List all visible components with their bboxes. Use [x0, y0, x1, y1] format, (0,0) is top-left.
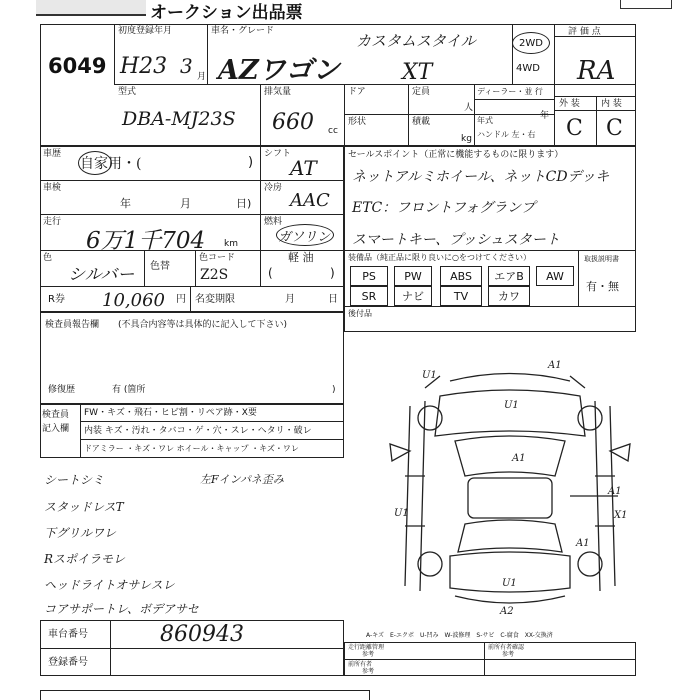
vehicle-name: AZワゴン: [218, 55, 340, 86]
note-6: コアサポートレ、ボデアサセ: [44, 602, 199, 616]
bottom-left-l1: 走行距離管理: [348, 644, 385, 651]
model-type-label: 型式: [118, 87, 137, 97]
sales-point-3: スマートキー、プッシュスタート: [352, 232, 560, 248]
fuel-paren-open: (: [268, 266, 273, 280]
displacement-value: 660: [272, 110, 314, 135]
bottom-right-l2: 参考: [502, 651, 515, 658]
inspector-fw: FW・キズ・飛石・ヒビ割・リペア跡・X要: [84, 408, 257, 418]
equipment-ps: PS: [350, 266, 388, 286]
chassis-label: 車台番号: [48, 629, 88, 640]
interior-grade: C: [606, 116, 623, 141]
note-extra: 左Fインパネ歪み: [200, 473, 284, 486]
equipment-abs: ABS: [440, 266, 482, 286]
first-registration-year: H23: [120, 54, 168, 79]
header-title: オークション出品票: [150, 3, 303, 23]
capacity-unit: 人: [464, 103, 474, 113]
mark-x1-right: X1: [614, 510, 628, 521]
repair-history-close: ): [332, 385, 336, 395]
mark-a1-front-right: A1: [548, 360, 562, 371]
equipment-aw: AW: [536, 266, 574, 286]
displacement-unit: cc: [328, 126, 338, 136]
evaluation-score: RA: [577, 56, 616, 86]
door-label: ドア: [348, 87, 366, 97]
header-corner-box: [620, 0, 672, 9]
aircon-label: 冷房: [264, 183, 283, 193]
equipment-pw: PW: [394, 266, 432, 286]
inspection-day: 日): [236, 197, 252, 210]
bottom-left-l3: 前所有者: [348, 661, 373, 668]
drive-2wd: 2WD: [512, 32, 550, 54]
first-registration-month: 3: [180, 54, 193, 78]
mark-a1-windshield: A1: [512, 453, 526, 464]
color-code: Z2S: [200, 267, 229, 283]
mark-a1-right: A1: [608, 486, 622, 497]
mileage-label: 走行: [43, 217, 62, 227]
shift-value: AT: [290, 156, 317, 180]
handle-label: ハンドル 左・右: [477, 130, 536, 139]
vehicle-grade: カスタムスタイル: [356, 32, 476, 50]
fuel-diesel: 軽 油: [288, 251, 314, 264]
inspector-notes-sub: (不具合内容等は具体的に記入して下さい): [118, 320, 288, 330]
inspector-notes-label: 検査員報告欄: [45, 320, 100, 330]
recycle-value: 10,060: [102, 290, 165, 311]
recycle-unit: 円: [176, 294, 186, 305]
mark-a2-rear: A2: [500, 606, 514, 617]
fuel-circle: [276, 224, 334, 246]
inspection-month: 月: [180, 197, 191, 210]
mark-u1-left: U1: [394, 508, 409, 519]
first-registration-label: 初度登録年月: [118, 26, 173, 36]
inspection-label: 車検: [43, 183, 62, 193]
name-change-day: 日: [328, 294, 338, 305]
inspector-mirror: ドアミラー ・キズ・ワレ ホイール・キャップ ・キズ・ワレ: [84, 444, 299, 453]
year-unit: 年: [540, 111, 550, 121]
note-2: スタッドレスT: [44, 500, 124, 514]
mileage-unit: km: [224, 239, 238, 249]
damage-legend: A-キズ E-エクボ U-凹み W-波修理 S-サビ C-腐食 XX-交換済: [366, 632, 553, 639]
fuel-label: 燃料: [264, 217, 283, 227]
sales-point-1: ネットアルミホイール、ネットCDデッキ: [352, 169, 610, 185]
equipment-label: 装備品（純正品に限り良いに○をつけてください）: [348, 253, 531, 262]
color-change-label: 色替: [150, 261, 170, 272]
note-4: Rスポイラモレ: [44, 552, 126, 566]
lot-number: 6049: [48, 54, 107, 78]
name-change-month: 月: [285, 294, 295, 305]
equipment-navi: ナビ: [394, 286, 432, 306]
inspection-year: 年: [120, 197, 131, 210]
history-close: ): [248, 155, 254, 170]
fuel-gasoline: ガソリン: [278, 230, 331, 245]
exterior-label: 外 装: [559, 99, 580, 109]
name-change-label: 名変期限: [195, 294, 235, 305]
aircon-value: AAC: [290, 190, 330, 211]
color-code-label: 色コード: [199, 253, 236, 263]
repair-history-label: 修復歴: [48, 385, 76, 395]
manual-value: 有・無: [586, 280, 619, 293]
displacement-label: 排気量: [264, 87, 292, 97]
sales-point-2: ETC：フロントフォグランプ: [352, 200, 536, 216]
post-install-label: 後付品: [348, 309, 372, 318]
mark-u1-rear: U1: [502, 578, 517, 589]
first-registration-month-unit: 月: [197, 72, 207, 82]
dealer-label: ディーラー・並 行: [477, 87, 543, 96]
vehicle-name-label: 車名・グレード: [211, 26, 275, 36]
model-type-value: DBA-MJ23S: [122, 108, 236, 130]
color-value: シルバー: [68, 265, 135, 285]
exterior-grade: C: [566, 116, 583, 141]
inspector-label-1: 検査員: [42, 410, 70, 420]
fuel-paren-close: ): [330, 266, 335, 280]
bottom-right-l1: 前所有者確認: [488, 644, 525, 651]
mark-a1-rear-right: A1: [576, 538, 590, 549]
equipment-sr: SR: [350, 286, 388, 306]
bottom-left-l4: 参考: [362, 668, 375, 675]
equipment-airbag: エアB: [488, 266, 530, 286]
sales-points-label: セールスポイント（正常に機能するものに限ります）: [348, 150, 564, 160]
manual-label: 取扱説明書: [584, 255, 619, 263]
equipment-tv: TV: [440, 286, 482, 306]
load-label: 積載: [412, 117, 431, 127]
recycle-label: R券: [48, 294, 65, 305]
inspector-label-2: 記入欄: [42, 424, 70, 434]
mark-u1-front-left: U1: [422, 370, 437, 381]
mileage-value: 6万1千704: [86, 228, 206, 254]
bottom-strip: [40, 690, 370, 700]
note-1: シートシミ: [44, 473, 105, 487]
shift-label: シフト: [264, 149, 292, 159]
drive-4wd: 4WD: [516, 63, 540, 74]
capacity-label: 定員: [412, 87, 431, 97]
equipment-leather: カワ: [488, 286, 530, 306]
inspector-interior: 内装 キズ・汚れ・タバコ・ゲ・穴・スレ・ヘタリ・破レ: [84, 426, 312, 436]
color-label: 色: [43, 253, 53, 263]
note-5: ヘッドライトオサレスレ: [44, 578, 175, 592]
year-label: 年式: [477, 116, 493, 125]
registration-label: 登録番号: [48, 657, 88, 668]
header-logo-box: [36, 0, 146, 16]
interior-label: 内 装: [601, 99, 622, 109]
history-circle: [78, 151, 112, 175]
evaluation-label: 評 価 点: [568, 27, 601, 37]
history-label: 車歴: [43, 149, 62, 159]
repair-history-value: 有 (箇所: [112, 385, 146, 395]
history-value: 自家用・(: [80, 156, 142, 172]
mark-u1-hood: U1: [504, 400, 519, 411]
bottom-left-l2: 参考: [362, 651, 375, 658]
chassis-value: 860943: [160, 622, 244, 647]
load-unit: kg: [461, 134, 472, 144]
shape-label: 形状: [348, 117, 367, 127]
vehicle-sub-grade: XT: [402, 60, 433, 85]
car-diagram: [380, 356, 640, 620]
note-3: 下グリルワレ: [44, 526, 117, 540]
